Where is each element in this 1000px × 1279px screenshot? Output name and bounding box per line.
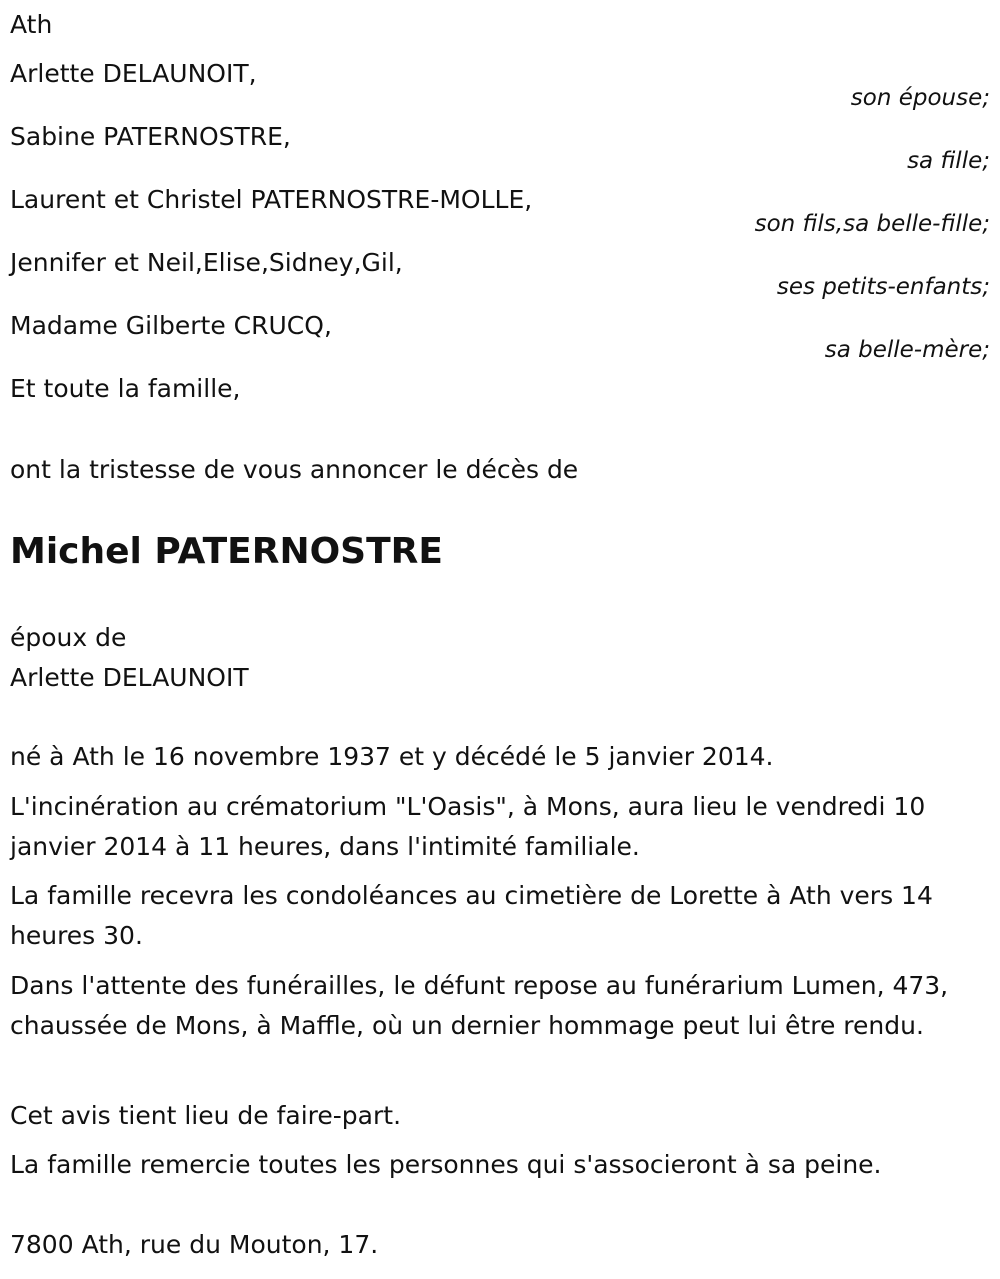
family-member-relation: ses petits-enfants; bbox=[776, 274, 990, 300]
family-member-name: Madame Gilberte CRUCQ, bbox=[10, 311, 332, 340]
family-member-name: Sabine PATERNOSTRE, bbox=[10, 122, 291, 151]
family-member-name: Laurent et Christel PATERNOSTRE-MOLLE, bbox=[10, 185, 533, 214]
deceased-name: Michel PATERNOSTRE bbox=[10, 531, 443, 572]
funerarium-paragraph: Dans l'attente des funérailles, le défunt repose au funérarium Lumen, 473, chaussée de Mons, à Maffle, où un dernier hommage peut lui être rendu. bbox=[10, 971, 949, 1040]
announcement-text: ont la tristesse de vous annoncer le décès de bbox=[10, 455, 579, 484]
family-member-name: Jennifer et Neil,Elise,Sidney,Gil, bbox=[10, 248, 403, 277]
family-member-relation: sa belle-mère; bbox=[824, 337, 990, 363]
location-heading: Ath bbox=[10, 10, 53, 39]
thanks-paragraph: La famille remercie toutes les personnes qui s'associeront à sa peine. bbox=[10, 1150, 882, 1179]
cremation-paragraph: L'incinération au crématorium "L'Oasis", à Mons, aura lieu le vendredi 10 janvier 2014 à 11 heures, dans l'intimité familiale. bbox=[10, 792, 926, 861]
family-member-name: Arlette DELAUNOIT, bbox=[10, 59, 257, 88]
family-member-relation: sa fille; bbox=[907, 148, 990, 174]
family-closing: Et toute la famille, bbox=[10, 374, 241, 403]
spouse-label: époux de bbox=[10, 623, 127, 652]
spouse-name: Arlette DELAUNOIT bbox=[10, 663, 249, 692]
condolences-paragraph: La famille recevra les condoléances au cimetière de Lorette à Ath vers 14 heures 30. bbox=[10, 881, 933, 950]
family-member-relation: son épouse; bbox=[850, 85, 990, 111]
address-line: 7800 Ath, rue du Mouton, 17. bbox=[10, 1230, 379, 1259]
birth-death-paragraph: né à Ath le 16 novembre 1937 et y décédé le 5 janvier 2014. bbox=[10, 742, 774, 771]
family-member-relation: son fils,sa belle-fille; bbox=[754, 211, 990, 237]
faire-part-paragraph: Cet avis tient lieu de faire-part. bbox=[10, 1101, 402, 1130]
